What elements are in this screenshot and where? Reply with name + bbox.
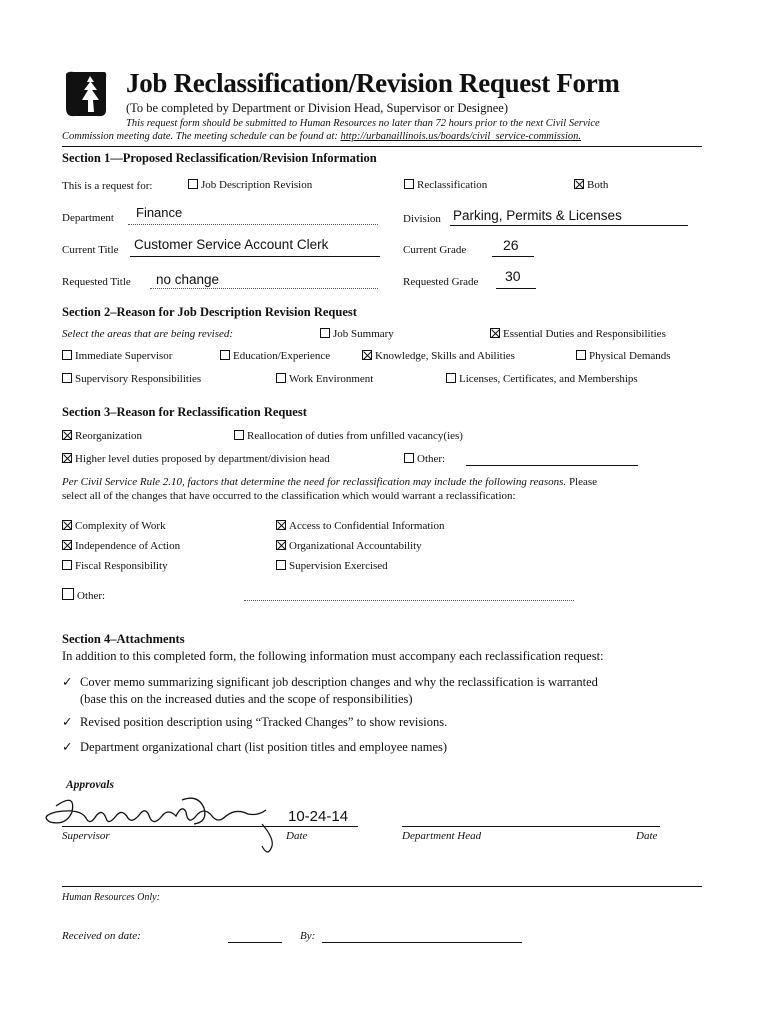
received-date-label: Received on date: [62,930,141,942]
opt-higher-level[interactable] [62,453,330,465]
supervisor-line [62,826,358,827]
hr-only-label: Human Resources Only: [62,892,160,903]
select-areas-label: Select the areas that are being revised: [62,328,234,340]
higher-level-checkbox[interactable] [62,453,72,463]
checkmark-icon: ✓ [62,675,73,689]
by-line[interactable] [322,942,522,943]
opt-licenses[interactable] [446,373,638,385]
requested-title-underline [150,288,378,289]
supervision-label: Supervision Exercised [289,560,388,572]
complexity-label: Complexity of Work [75,520,166,532]
section1-heading: Section 1—Proposed Reclassification/Revision Information [62,151,377,165]
division-underline [450,225,688,226]
opt-other[interactable] [404,453,445,465]
civil-service-rule-1 [62,476,597,488]
job-summary-label: Job Summary [333,328,394,340]
signature-date[interactable]: 10-24-14 [288,808,349,825]
section2-heading: Section 2–Reason for Job Description Revision Request [62,305,357,319]
current-title-field[interactable]: Customer Service Account Clerk [134,237,329,252]
job-summary-checkbox[interactable] [320,328,330,338]
section4-heading: Section 4–Attachments [62,632,185,646]
opt-other-2[interactable] [62,588,105,602]
opt-complexity[interactable] [62,520,166,532]
access-label: Access to Confidential Information [289,520,445,532]
other-label: Other: [417,453,446,465]
access-checkbox[interactable] [276,520,286,530]
work-environment-checkbox[interactable] [276,373,286,383]
approvals-heading: Approvals [66,779,114,791]
complexity-checkbox[interactable] [62,520,72,530]
form-subtitle: (To be completed by Department or Division Head, Supervisor or Designee) [126,101,509,115]
both-label: Both [587,179,609,191]
hr-section-rule [62,886,702,887]
opt-supervisory[interactable] [62,373,201,385]
schedule-link[interactable]: http://urbanaillinois.us/boards/civil_service-commission. [340,131,582,142]
independence-checkbox[interactable] [62,540,72,550]
opt-job-desc-revision[interactable] [188,179,312,191]
other2-underline[interactable] [244,600,574,601]
opt-physical-demands[interactable] [576,350,671,362]
both-checkbox[interactable] [574,179,584,189]
supervisory-checkbox[interactable] [62,373,72,383]
attachment-item-2 [62,714,447,730]
other2-checkbox[interactable] [62,588,74,600]
department-field[interactable]: Finance [136,205,183,220]
submission-note-2 [62,131,581,142]
attachment-item-1 [62,674,598,708]
opt-reallocation[interactable] [234,430,463,442]
requested-grade-underline [496,288,536,289]
rule-plain-text: Please [568,476,598,488]
opt-job-summary[interactable] [320,328,394,340]
reallocation-checkbox[interactable] [234,430,244,440]
education-checkbox[interactable] [220,350,230,360]
opt-immediate-supervisor[interactable] [62,350,172,362]
education-label: Education/Experience [233,350,331,362]
attachment-item-2-text: Revised position description using “Tracked Changes” to show revisions. [80,715,448,729]
physical-demands-label: Physical Demands [589,350,671,362]
reorganization-label: Reorganization [75,430,142,442]
opt-reclassification[interactable] [404,179,487,191]
submission-note-text: Commission meeting date. The meeting schedule can be found at: [62,131,341,142]
licenses-label: Licenses, Certificates, and Memberships [459,373,638,385]
job-desc-revision-checkbox[interactable] [188,179,198,189]
other2-label: Other: [77,590,106,602]
city-logo [64,70,108,118]
ksa-label: Knowledge, Skills and Abilities [375,350,515,362]
opt-independence[interactable] [62,540,180,552]
reorganization-checkbox[interactable] [62,430,72,440]
supervisor-signature [36,786,286,860]
checkmark-icon: ✓ [62,740,73,754]
opt-ksa[interactable] [362,350,515,362]
received-date-line[interactable] [228,942,282,943]
opt-education[interactable] [220,350,330,362]
opt-fiscal[interactable] [62,560,168,572]
attachment-item-1-text-2: (base this on the increased duties and the scope of responsibilities) [80,692,413,706]
current-title-underline [130,256,380,257]
current-grade-field[interactable]: 26 [503,237,519,253]
licenses-checkbox[interactable] [446,373,456,383]
request-for-label: This is a request for: [62,180,153,192]
header-rule [62,146,702,147]
civil-service-rule-2: select all of the changes that have occurred to the classification which would warrant a reclassification: [62,490,516,502]
division-field[interactable]: Parking, Permits & Licenses [453,208,622,223]
attachment-item-3 [62,739,447,755]
current-grade-underline [492,256,534,257]
current-title-label: Current Title [62,244,119,256]
requested-grade-label: Requested Grade [403,276,479,288]
opt-access[interactable] [276,520,445,532]
essential-duties-label: Essential Duties and Responsibilities [503,328,666,340]
job-desc-revision-label: Job Description Revision [201,179,313,191]
reclassification-label: Reclassification [417,179,488,191]
section3-heading: Section 3–Reason for Reclassification Request [62,405,307,419]
by-label: By: [300,930,316,942]
opt-essential-duties[interactable] [490,328,666,340]
submission-note-1: This request form should be submitted to Human Resources no later than 72 hours prior to the next Civil Service [126,118,600,129]
org-accountability-label: Organizational Accountability [289,540,422,552]
checkmark-icon: ✓ [62,715,73,729]
ksa-checkbox[interactable] [362,350,372,360]
immediate-supervisor-label: Immediate Supervisor [75,350,173,362]
opt-org-accountability[interactable] [276,540,422,552]
department-label: Department [62,212,114,224]
reclassification-checkbox[interactable] [404,179,414,189]
fiscal-label: Fiscal Responsibility [75,560,168,572]
essential-duties-checkbox[interactable] [490,328,500,338]
reallocation-label: Reallocation of duties from unfilled vacancy(ies) [247,430,463,442]
division-label: Division [403,213,441,225]
date-label: Date [286,830,308,842]
supervisory-label: Supervisory Responsibilities [75,373,202,385]
supervisor-label: Supervisor [62,830,110,842]
date-label-2: Date [636,830,658,842]
current-grade-label: Current Grade [403,244,467,256]
form-title: Job Reclassification/Revision Request Form [126,68,620,98]
supervision-checkbox[interactable] [276,560,286,570]
dept-head-line [402,826,660,827]
opt-work-environment[interactable] [276,373,373,385]
opt-reorganization[interactable] [62,430,142,442]
requested-title-label: Requested Title [62,276,131,288]
dept-head-label: Department Head [402,830,482,842]
requested-grade-field[interactable]: 30 [505,268,521,284]
other-underline[interactable] [466,465,638,466]
attachments-intro: In addition to this completed form, the following information must accompany each reclassification request: [62,649,604,663]
department-underline [128,224,378,225]
attachment-item-1-text: Cover memo summarizing significant job description changes and why the reclassification is warranted [80,675,598,689]
opt-both[interactable] [574,179,608,191]
fiscal-checkbox[interactable] [62,560,72,570]
independence-label: Independence of Action [75,540,181,552]
other-checkbox[interactable] [404,453,414,463]
work-environment-label: Work Environment [289,373,374,385]
opt-supervision[interactable] [276,560,388,572]
requested-title-field[interactable]: no change [156,272,220,287]
higher-level-label: Higher level duties proposed by department/division head [75,453,330,465]
physical-demands-checkbox[interactable] [576,350,586,360]
attachment-item-3-text: Department organizational chart (list position titles and employee names) [80,740,448,754]
immediate-supervisor-checkbox[interactable] [62,350,72,360]
rule-italic-text: Per Civil Service Rule 2.10, factors that determine the need for reclassification may include the following reasons. [62,476,567,488]
org-accountability-checkbox[interactable] [276,540,286,550]
